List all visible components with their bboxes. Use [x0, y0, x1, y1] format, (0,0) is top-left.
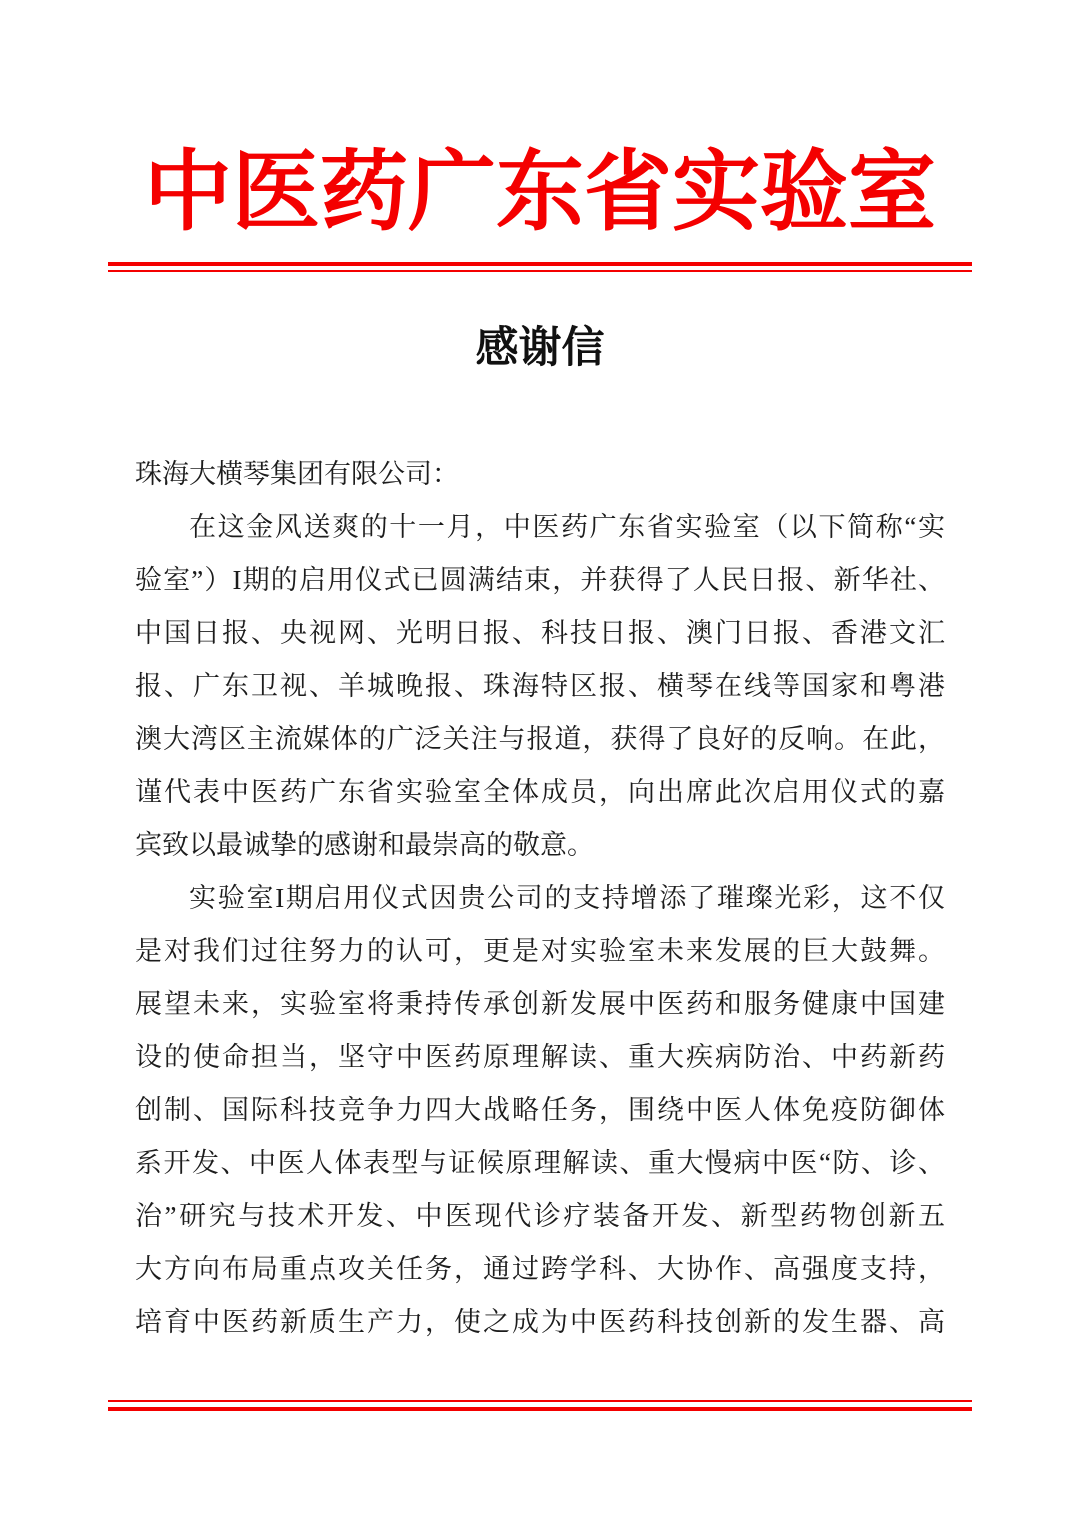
letterhead-org-name: 中医药广东省实验室 [143, 145, 936, 242]
body-line: 大方向布局重点攻关任务，通过跨学科、大协作、高强度支持， [135, 1254, 945, 1284]
body-line: 在这金风送爽的十一月，中医药广东省实验室（以下简称“实 [189, 512, 945, 542]
body-line: 澳大湾区主流媒体的广泛关注与报道，获得了良好的反响。在此， [135, 724, 945, 754]
letterhead-divider [108, 262, 972, 272]
body-line: 是对我们过往努力的认可，更是对实验室未来发展的巨大鼓舞。 [135, 936, 945, 966]
body-line: 创制、国际科技竞争力四大战略任务，围绕中医人体免疫防御体 [135, 1095, 945, 1125]
body-line: 中国日报、央视网、光明日报、科技日报、澳门日报、香港文汇 [135, 618, 945, 648]
letter-body [0, 448, 1080, 1349]
footer-divider-thick-line [108, 1407, 972, 1411]
body-line: 报、广东卫视、羊城晚报、珠海特区报、横琴在线等国家和粤港 [135, 671, 945, 701]
body-line: 实验室I期启用仪式因贵公司的支持增添了璀璨光彩，这不仅 [189, 883, 945, 913]
document-title: 感谢信 [475, 325, 605, 372]
body-line: 治”研究与技术开发、中医现代诊疗装备开发、新型药物创新五 [135, 1201, 945, 1231]
letterhead-divider-thin-line [108, 270, 972, 272]
salutation-line: 珠海大横琴集团有限公司： [135, 459, 459, 489]
body-line: 系开发、中医人体表型与证候原理解读、重大慢病中医“防、诊、 [135, 1148, 945, 1178]
body-line: 培育中医药新质生产力，使之成为中医药科技创新的发生器、高 [135, 1307, 945, 1337]
body-line: 宾致以最诚挚的感谢和最崇高的敬意。 [135, 830, 594, 860]
body-line: 展望未来，实验室将秉持传承创新发展中医药和服务健康中国建 [135, 989, 945, 1019]
body-line: 验室”）I期的启用仪式已圆满结束，并获得了人民日报、新华社、 [135, 565, 945, 595]
body-line: 设的使命担当，坚守中医药原理解读、重大疾病防治、中药新药 [135, 1042, 945, 1072]
body-line: 谨代表中医药广东省实验室全体成员，向出席此次启用仪式的嘉 [135, 777, 945, 807]
footer-divider [108, 1400, 972, 1411]
